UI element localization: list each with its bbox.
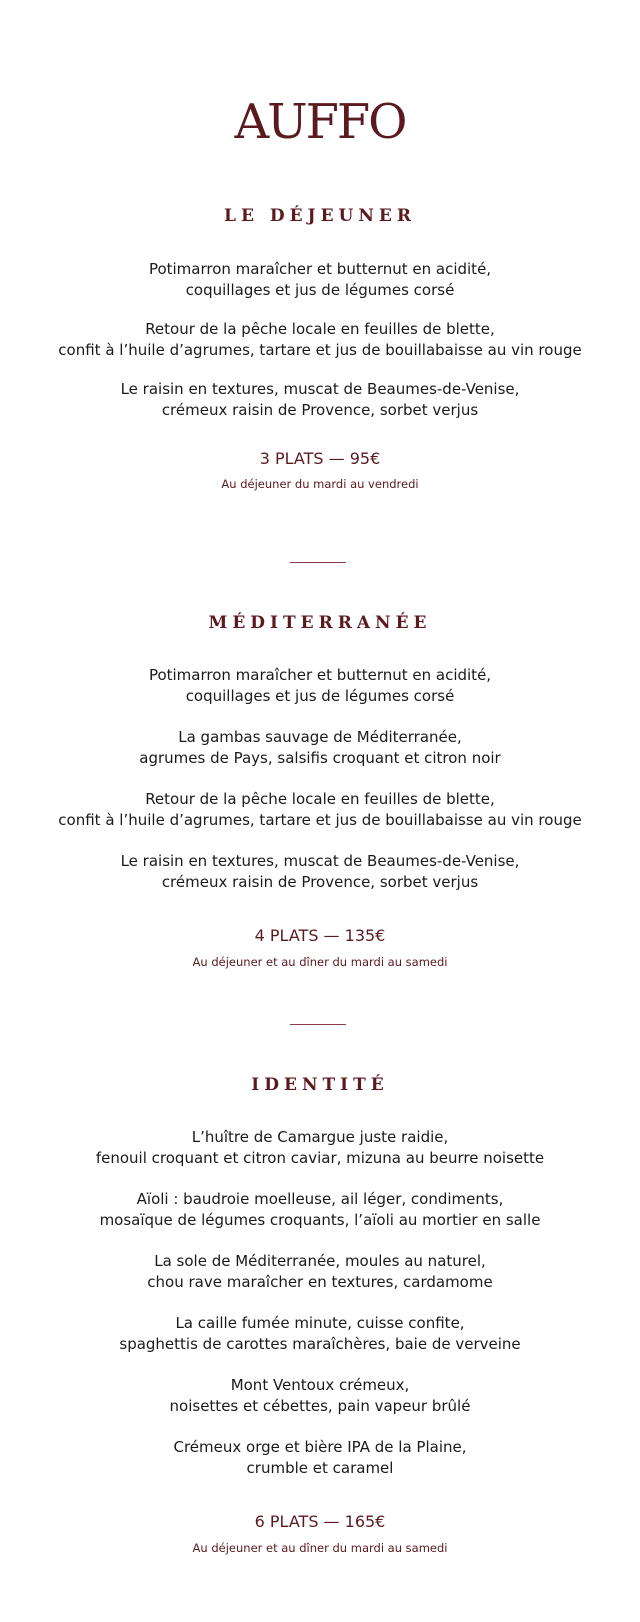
dish-line: confit à l’huile d’agrumes, tartare et jus de bouillabaisse au vin rouge	[58, 811, 582, 829]
section-title: MÉDITERRANÉE	[208, 613, 432, 633]
dish-line: chou rave maraîcher en textures, cardamome	[147, 1273, 493, 1291]
dish-item	[0, 851, 640, 893]
dish-line: confit à l’huile d’agrumes, tartare et jus de bouillabaisse au vin rouge	[58, 341, 582, 359]
dish-line: crémeux raisin de Provence, sorbet verjus	[161, 401, 479, 419]
dish-line: Mont Ventoux crémeux,	[230, 1376, 410, 1394]
dish-line: agrumes de Pays, salsifis croquant et citron noir	[139, 749, 501, 767]
dish-line: fenouil croquant et citron caviar, mizuna au beurre noisette	[95, 1149, 545, 1167]
dish-line: mosaïque de légumes croquants, l’aïoli au mortier en salle	[99, 1211, 541, 1229]
dish-line: coquillages et jus de légumes corsé	[185, 687, 455, 705]
dish-item	[0, 727, 640, 769]
dish-line: La gambas sauvage de Méditerranée,	[178, 728, 462, 746]
dish-item	[0, 319, 640, 361]
dish-item	[0, 1313, 640, 1355]
dish-line: Le raisin en textures, muscat de Beaumes-de-Venise,	[120, 852, 520, 870]
restaurant-logo: AUFFO	[234, 94, 406, 150]
section-divider	[290, 1024, 346, 1025]
dish-line: Retour de la pêche locale en feuilles de blette,	[145, 320, 495, 338]
dish-line: Retour de la pêche locale en feuilles de blette,	[145, 790, 495, 808]
dish-item	[0, 1251, 640, 1293]
dish-line: Crémeux orge et bière IPA de la Plaine,	[173, 1438, 467, 1456]
dish-line: L’huître de Camargue juste raidie,	[191, 1128, 449, 1146]
menu-section-dejeuner	[0, 203, 640, 491]
menu-price: 3 PLATS — 95€	[259, 449, 381, 468]
menu-section-mediterranee	[0, 610, 640, 969]
dish-line: Le raisin en textures, muscat de Beaumes-de-Venise,	[120, 380, 520, 398]
dish-item	[0, 789, 640, 831]
dish-line: coquillages et jus de légumes corsé	[185, 281, 455, 299]
menu-price: 4 PLATS — 135€	[254, 926, 386, 945]
dish-line: Potimarron maraîcher et butternut en acidité,	[148, 260, 492, 278]
dish-line: crumble et caramel	[246, 1459, 394, 1477]
dish-line: crémeux raisin de Provence, sorbet verjus	[161, 873, 479, 891]
dish-item	[0, 379, 640, 421]
dish-item	[0, 665, 640, 707]
dish-line: noisettes et cébettes, pain vapeur brûlé	[169, 1397, 471, 1415]
dish-item	[0, 1189, 640, 1231]
menu-availability-note: Au déjeuner et au dîner du mardi au samedi	[192, 1541, 448, 1555]
section-title: LE DÉJEUNER	[224, 206, 416, 226]
dish-item	[0, 259, 640, 301]
section-title: IDENTITÉ	[251, 1075, 389, 1095]
menu-price: 6 PLATS — 165€	[254, 1512, 386, 1531]
menu-availability-note: Au déjeuner du mardi au vendredi	[221, 477, 419, 491]
dish-item	[0, 1127, 640, 1169]
section-divider	[290, 562, 346, 563]
dish-line: spaghettis de carottes maraîchères, baie de verveine	[119, 1335, 521, 1353]
menu-availability-note: Au déjeuner et au dîner du mardi au samedi	[192, 955, 448, 969]
dish-item	[0, 1437, 640, 1479]
dish-line: Aïoli : baudroie moelleuse, ail léger, condiments,	[136, 1190, 504, 1208]
dish-line: La sole de Méditerranée, moules au naturel,	[154, 1252, 486, 1270]
dish-item	[0, 1375, 640, 1417]
dish-line: La caille fumée minute, cuisse confite,	[175, 1314, 465, 1332]
menu-section-identite	[0, 1072, 640, 1555]
dish-line: Potimarron maraîcher et butternut en acidité,	[148, 666, 492, 684]
